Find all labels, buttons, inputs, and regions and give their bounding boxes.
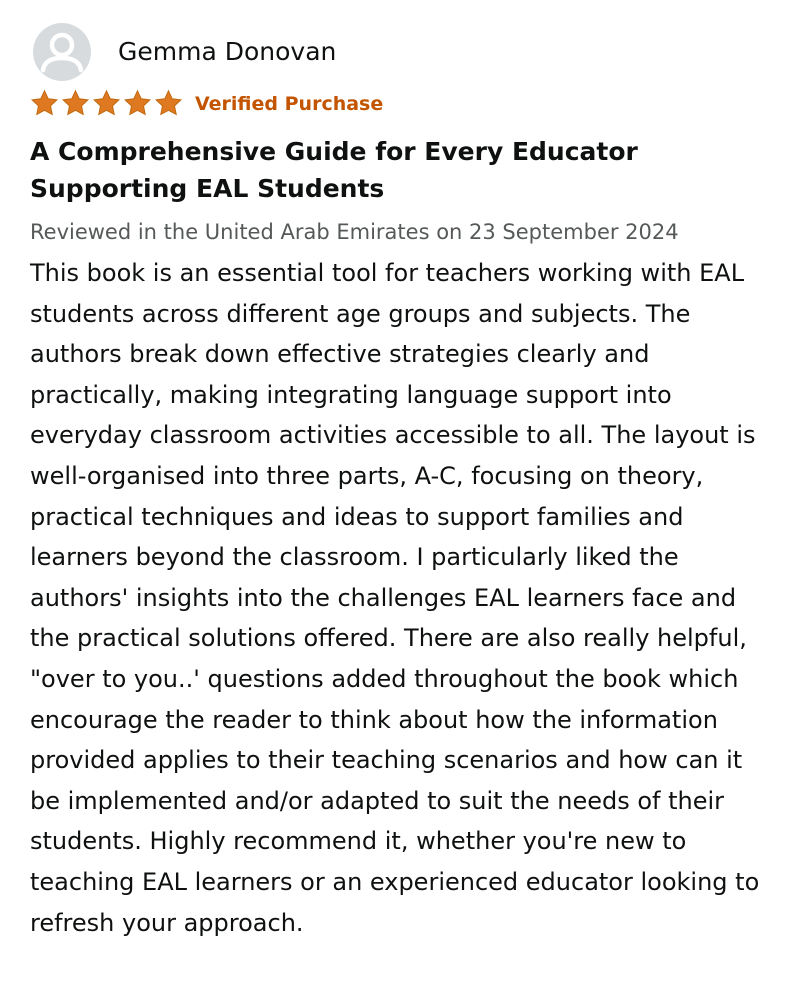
- star-icon: [30, 89, 59, 118]
- reviewer-name[interactable]: Gemma Donovan: [118, 37, 337, 66]
- review-date: Reviewed in the United Arab Emirates on 23 September 2024: [30, 220, 679, 244]
- star-icon: [154, 89, 183, 118]
- review-body: This book is an essential tool for teachers working with EAL students across different age groups and subjects. The authors break down effective strategies clearly and practically, making integrating language support into everyday classroom activities accessible to all. The layout is well-organised into three parts, A-C, focusing on theory, practical techniques and ideas to support families and learners beyond the classroom. I particularly liked the authors' insights into the challenges EAL learners face and the practical solutions offered. There are also really helpful, "over to you..' questions added throughout the book which encourage the reader to think about how the information provided applies to their teaching scenarios and how can it be implemented and/or adapted to suit the needs of their students. Highly recommend it, whether you're new to teaching EAL learners or an experienced educator looking to refresh your approach.: [30, 259, 760, 937]
- rating-row: [30, 89, 383, 118]
- user-silhouette-icon[interactable]: [33, 23, 91, 81]
- review-title[interactable]: A Comprehensive Guide for Every Educator Supporting EAL Students: [30, 137, 638, 203]
- star-rating[interactable]: [30, 89, 185, 118]
- star-icon: [123, 89, 152, 118]
- star-icon: [61, 89, 90, 118]
- reviewer-profile[interactable]: [33, 23, 336, 81]
- verified-purchase-badge[interactable]: Verified Purchase: [195, 92, 384, 115]
- star-icon: [92, 89, 121, 118]
